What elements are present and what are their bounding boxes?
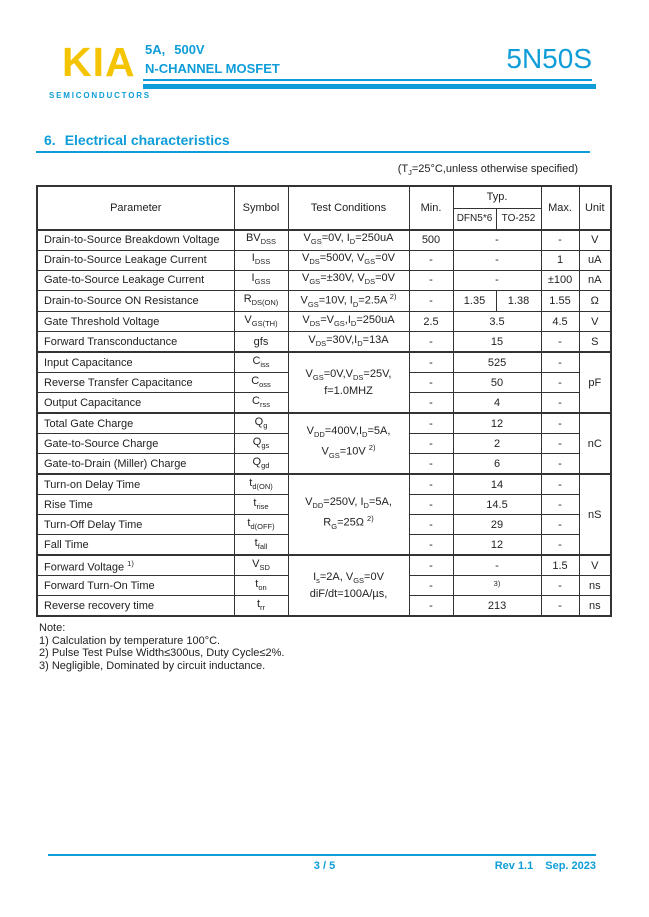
conditions-cell: $V_{DS}=V_{GS},I_D=250uA$: [288, 312, 409, 332]
device-type-text: N-CHANNEL MOSFET: [145, 61, 280, 76]
min-cell: 2.5: [409, 312, 453, 332]
table-row: [37, 352, 611, 373]
parameter-cell: Reverse recovery time: [37, 596, 234, 617]
symbol-cell: $t_{on}$: [234, 576, 288, 596]
max-cell: -: [541, 393, 579, 414]
min-cell: -: [409, 413, 453, 434]
max-cell: -: [541, 576, 579, 596]
min-cell: -: [409, 332, 453, 353]
parameter-cell: Gate-to-Drain (Miller) Charge: [37, 454, 234, 475]
conditions-cell: $V_{GS}=10V$, $I_D=2.5A$ $^{2)}$: [288, 291, 409, 312]
typ-cell: 12: [453, 413, 541, 434]
symbol-cell: $Q_{gs}$: [234, 434, 288, 454]
parameter-cell: Forward Voltage $^{1)}$: [37, 555, 234, 576]
unit-cell: nC: [579, 413, 611, 474]
typ-cell: 12: [453, 535, 541, 556]
max-cell: 1.5: [541, 555, 579, 576]
min-cell: -: [409, 434, 453, 454]
symbol-cell: $Q_g$: [234, 413, 288, 434]
parameter-cell: Total Gate Charge: [37, 413, 234, 434]
note-item: 1) Calculation by temperature 100°C.: [39, 634, 221, 647]
typ-cell: -: [453, 230, 541, 251]
min-cell: -: [409, 474, 453, 495]
unit-cell: V: [579, 312, 611, 332]
typ-cell: 6: [453, 454, 541, 475]
conditions-cell: $V_{DD}=250V$, $I_D=5A$, $R_G=25\Omega$ $^{2)}$: [288, 474, 409, 555]
typ-cell: 4: [453, 393, 541, 414]
typ-cell: -: [453, 271, 541, 291]
parameter-cell: Rise Time: [37, 495, 234, 515]
unit-cell: uA: [579, 251, 611, 271]
table-row: [37, 555, 611, 576]
min-cell: -: [409, 352, 453, 373]
min-cell: -: [409, 535, 453, 556]
parameter-cell: Gate-to-Source Leakage Current: [37, 271, 234, 291]
revision-number: Rev 1.1: [494, 860, 534, 872]
min-cell: -: [409, 291, 453, 312]
max-cell: -: [541, 454, 579, 475]
symbol-cell: $V_{GS(TH)}$: [234, 312, 288, 332]
notes-label: Note:: [39, 622, 66, 635]
parameter-cell: Drain-to-Source Breakdown Voltage: [37, 230, 234, 251]
min-cell: -: [409, 576, 453, 596]
unit-cell: nA: [579, 271, 611, 291]
max-cell: ±100: [541, 271, 579, 291]
min-cell: 500: [409, 230, 453, 251]
conditions-cell: $V_{GS}=0V$, $I_D=250uA$: [288, 230, 409, 251]
symbol-cell: $R_{DS(ON)}$: [234, 291, 288, 312]
typ-cell: 213: [453, 596, 541, 617]
max-cell: -: [541, 515, 579, 535]
unit-cell: ns: [579, 596, 611, 617]
parameter-cell: Reverse Transfer Capacitance: [37, 373, 234, 393]
unit-cell: nS: [579, 474, 611, 555]
logo-subtitle: SEMICONDUCTORS: [49, 91, 151, 100]
typ-cell: 3.5: [453, 312, 541, 332]
header-thin-rule: [143, 79, 592, 81]
unit-cell: pF: [579, 352, 611, 413]
conditions-cell: $V_{GS}=\pm 30V$, $V_{DS}=0V$: [288, 271, 409, 291]
unit-cell: Ω: [579, 291, 611, 312]
col-header-dfn5x6: DFN5*6: [453, 209, 496, 231]
conditions-cell: $I_s=2A$, $V_{GS}=0V$ diF/dt=100A/µs,: [288, 555, 409, 616]
table-row: [37, 271, 611, 291]
parameter-cell: Output Capacitance: [37, 393, 234, 414]
part-number: 5N50S: [506, 43, 592, 74]
parameter-cell: Drain-to-Source ON Resistance: [37, 291, 234, 312]
typ-to252-cell: 1.38: [496, 291, 541, 312]
col-header-typ: Typ.: [453, 186, 541, 209]
typ-cell: 525: [453, 352, 541, 373]
section-title: [44, 132, 230, 148]
symbol-cell: $t_{rr}$: [234, 596, 288, 617]
revision-text: [495, 860, 596, 872]
max-cell: 1: [541, 251, 579, 271]
max-cell: -: [541, 332, 579, 353]
parameter-cell: Turn-on Delay Time: [37, 474, 234, 495]
max-cell: -: [541, 596, 579, 617]
table-row: [37, 230, 611, 251]
table-body: [37, 230, 611, 616]
symbol-cell: $t_{rise}$: [234, 495, 288, 515]
max-cell: -: [541, 474, 579, 495]
unit-cell: V: [579, 230, 611, 251]
parameter-cell: Input Capacitance: [37, 352, 234, 373]
max-cell: -: [541, 413, 579, 434]
min-cell: -: [409, 555, 453, 576]
section-number: 6.: [44, 132, 56, 148]
section-title-text: Electrical characteristics: [64, 132, 230, 148]
min-cell: -: [409, 373, 453, 393]
symbol-cell: $C_{oss}$: [234, 373, 288, 393]
parameter-cell: Gate Threshold Voltage: [37, 312, 234, 332]
col-header-max: Max.: [541, 186, 579, 230]
unit-cell: ns: [579, 576, 611, 596]
col-header-min: Min.: [409, 186, 453, 230]
max-cell: 1.55: [541, 291, 579, 312]
col-header-unit: Unit: [579, 186, 611, 230]
table-row: [37, 251, 611, 271]
table-row: [37, 332, 611, 353]
min-cell: -: [409, 393, 453, 414]
table-row: [37, 474, 611, 495]
conditions-cell: $V_{DS}=500V$, $V_{GS}=0V$: [288, 251, 409, 271]
revision-date: Sep. 2023: [545, 860, 596, 872]
typ-cell: -: [453, 251, 541, 271]
max-cell: -: [541, 495, 579, 515]
conditions-cell: $V_{DD}=400V,I_D=5A$, $V_{GS}=10V$ $^{2)}$: [288, 413, 409, 474]
min-cell: -: [409, 495, 453, 515]
min-cell: -: [409, 271, 453, 291]
test-condition-note: ($T_J=25^\circ C,unless$ otherwise specified): [397, 163, 578, 178]
parameter-cell: Forward Transconductance: [37, 332, 234, 353]
footer-rule: [48, 854, 596, 856]
typ-dfn-cell: 1.35: [453, 291, 496, 312]
typ-cell: 15: [453, 332, 541, 353]
symbol-cell: $BV_{DSS}$: [234, 230, 288, 251]
header-device-info: [145, 40, 280, 78]
min-cell: -: [409, 251, 453, 271]
table-header-row: [37, 186, 611, 209]
note-item: 3) Negligible, Dominated by circuit inductance.: [39, 659, 266, 672]
parameter-cell: Drain-to-Source Leakage Current: [37, 251, 234, 271]
col-header-to252: TO-252: [496, 209, 541, 231]
notes-block: [39, 622, 612, 672]
symbol-cell: gfs: [234, 332, 288, 353]
parameter-cell: Forward Turn-On Time: [37, 576, 234, 596]
max-cell: 4.5: [541, 312, 579, 332]
parameter-cell: Fall Time: [37, 535, 234, 556]
max-cell: -: [541, 352, 579, 373]
max-cell: -: [541, 535, 579, 556]
symbol-cell: $t_{d(ON)}$: [234, 474, 288, 495]
content-area: [36, 185, 612, 672]
note-item: 2) Pulse Test Pulse Width≤300us, Duty Cycle≤2%.: [39, 647, 285, 660]
symbol-cell: $Q_{gd}$: [234, 454, 288, 475]
typ-cell: 3): [453, 576, 541, 596]
typ-cell: 29: [453, 515, 541, 535]
typ-cell: 14: [453, 474, 541, 495]
col-header-symbol: Symbol: [234, 186, 288, 230]
table-row: [37, 413, 611, 434]
unit-cell: V: [579, 555, 611, 576]
symbol-cell: $t_{d(OFF)}$: [234, 515, 288, 535]
parameter-cell: Gate-to-Source Charge: [37, 434, 234, 454]
typ-cell: 2: [453, 434, 541, 454]
section-title-rule: [36, 151, 590, 153]
max-cell: -: [541, 434, 579, 454]
max-cell: -: [541, 230, 579, 251]
parameter-cell: Turn-Off Delay Time: [37, 515, 234, 535]
col-header-conditions: Test Conditions: [288, 186, 409, 230]
symbol-cell: $V_{SD}$: [234, 555, 288, 576]
typ-cell: 50: [453, 373, 541, 393]
max-cell: -: [541, 373, 579, 393]
symbol-cell: $C_{iss}$: [234, 352, 288, 373]
typ-cell: 14.5: [453, 495, 541, 515]
header-thick-rule: [143, 84, 596, 89]
conditions-cell: $V_{GS}=0V,V_{DS}=25V$, f=1.0MHZ: [288, 352, 409, 413]
kia-logo: KIA: [62, 39, 136, 85]
symbol-cell: $I_{DSS}$: [234, 251, 288, 271]
symbol-cell: $t_{fall}$: [234, 535, 288, 556]
conditions-cell: $V_{DS}=30V,I_D=13A$: [288, 332, 409, 353]
typ-cell: -: [453, 555, 541, 576]
symbol-cell: $C_{rss}$: [234, 393, 288, 414]
table-row: [37, 312, 611, 332]
page-number: 3 / 5: [313, 860, 336, 872]
table-row: [37, 291, 611, 312]
unit-cell: S: [579, 332, 611, 353]
min-cell: -: [409, 596, 453, 617]
min-cell: -: [409, 515, 453, 535]
col-header-parameter: Parameter: [37, 186, 234, 230]
min-cell: -: [409, 454, 453, 475]
electrical-characteristics-table: [36, 185, 612, 617]
symbol-cell: $I_{GSS}$: [234, 271, 288, 291]
rating-text: 5A, 500V: [145, 42, 205, 57]
